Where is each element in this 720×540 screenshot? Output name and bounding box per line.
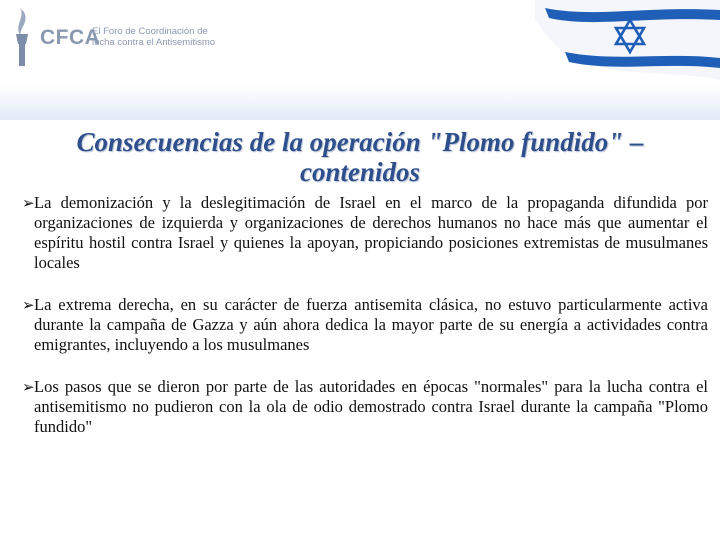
arrow-bullet-icon: ➢ — [22, 194, 35, 212]
bullet-text: La extrema derecha, en su carácter de fuerza antisemita clásica, no estuvo particularmente activa durante la campaña de Gazza y aún ahora dedica la mayor parte de su energía a actividades contra emigrantes, incluyendo a los musulmanes — [34, 295, 708, 354]
arrow-bullet-icon: ➢ — [22, 378, 35, 396]
slide-title — [20, 127, 700, 187]
bullet-item — [22, 193, 708, 273]
israel-flag-icon — [535, 0, 720, 80]
title-line1: Consecuencias de la operación "Plomo fundido" – — [76, 127, 644, 157]
bullet-item — [22, 295, 708, 355]
logo-subtitle — [92, 26, 215, 48]
arrow-bullet-icon: ➢ — [22, 296, 35, 314]
bullet-text: Los pasos que se dieron por parte de las autoridades en épocas "normales" para la lucha contra el antisemitismo no pudieron con la ola de odio demostrado contra Israel durante la campaña "Plomo fundido" — [34, 377, 708, 436]
bullet-list — [22, 193, 708, 459]
title-line2: contenidos — [299, 157, 420, 187]
logo-name: CFCA — [40, 26, 101, 49]
bullet-text: La demonización y la deslegitimación de Israel en el marco de la propaganda difundida por organizaciones de izquierda y organizaciones de derechos humanos no hace más que aumentar el espíritu hostil contra Israel y quienes la apoyan, propiciando posiciones extremistas de musulmanes locales — [34, 193, 708, 272]
logo-subtitle-line2: lucha contra el Antisemitismo — [92, 37, 216, 48]
logo-subtitle-line1: El Foro de Coordinación de — [92, 26, 208, 37]
cfca-logo — [6, 4, 246, 74]
bullet-item — [22, 377, 708, 437]
